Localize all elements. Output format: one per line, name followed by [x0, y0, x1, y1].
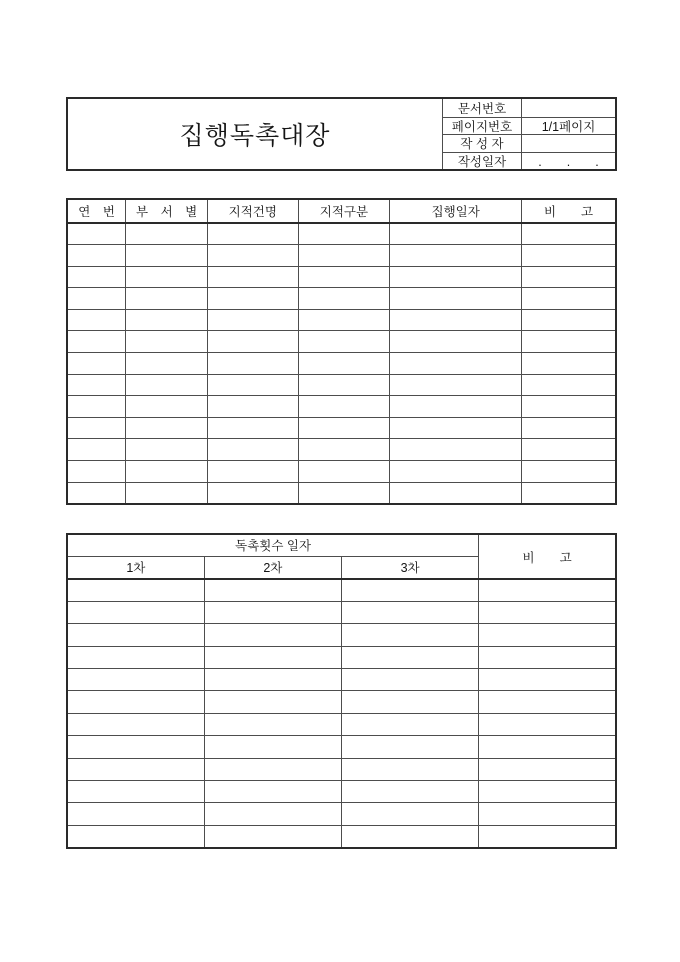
empty-cell — [390, 461, 522, 483]
empty-cell — [522, 461, 616, 483]
empty-cell — [479, 691, 616, 713]
empty-row — [67, 461, 616, 483]
empty-cell — [67, 601, 204, 623]
empty-row — [67, 266, 616, 288]
empty-cell — [522, 396, 616, 418]
empty-cell — [522, 482, 616, 504]
empty-cell — [298, 482, 390, 504]
empty-cell — [522, 439, 616, 461]
empty-row — [67, 713, 616, 735]
info-value-page-number: 1/1페이지 — [521, 117, 615, 135]
empty-cell — [479, 601, 616, 623]
empty-cell — [522, 309, 616, 331]
empty-cell — [342, 736, 479, 758]
empty-cell — [204, 803, 341, 825]
empty-cell — [298, 396, 390, 418]
empty-cell — [479, 713, 616, 735]
empty-cell — [126, 374, 208, 396]
empty-cell — [342, 713, 479, 735]
empty-cell — [67, 331, 126, 353]
empty-cell — [208, 439, 299, 461]
empty-row — [67, 396, 616, 418]
empty-cell — [390, 396, 522, 418]
column-header-department: 부 서 별 — [126, 199, 208, 223]
empty-cell — [208, 266, 299, 288]
empty-cell — [342, 646, 479, 668]
empty-cell — [204, 825, 341, 847]
form-title: 집행독촉대장 — [179, 122, 331, 150]
empty-cell — [208, 353, 299, 375]
empty-cell — [298, 223, 390, 245]
empty-cell — [126, 439, 208, 461]
empty-cell — [208, 331, 299, 353]
empty-cell — [298, 309, 390, 331]
form-header-box — [66, 97, 617, 171]
empty-cell — [298, 331, 390, 353]
empty-cell — [208, 245, 299, 267]
empty-row — [67, 223, 616, 245]
empty-row — [67, 803, 616, 825]
empty-row — [67, 579, 616, 601]
empty-cell — [126, 223, 208, 245]
reminder-table — [66, 533, 617, 849]
empty-cell — [479, 624, 616, 646]
empty-cell — [208, 288, 299, 310]
empty-cell — [522, 266, 616, 288]
empty-cell — [126, 288, 208, 310]
column-header-serial-no: 연 번 — [67, 199, 126, 223]
empty-row — [67, 288, 616, 310]
empty-cell — [126, 396, 208, 418]
empty-cell — [479, 758, 616, 780]
empty-cell — [342, 669, 479, 691]
empty-cell — [479, 646, 616, 668]
empty-cell — [67, 374, 126, 396]
empty-cell — [67, 309, 126, 331]
empty-cell — [208, 417, 299, 439]
execution-ledger-header — [67, 199, 616, 223]
empty-cell — [67, 736, 204, 758]
empty-cell — [204, 781, 341, 803]
empty-cell — [342, 579, 479, 601]
empty-cell — [522, 331, 616, 353]
empty-cell — [342, 758, 479, 780]
empty-cell — [67, 223, 126, 245]
empty-cell — [204, 713, 341, 735]
empty-cell — [390, 223, 522, 245]
column-header-3rd: 3차 — [342, 556, 479, 579]
info-value-author — [521, 134, 615, 152]
group-header-row — [67, 534, 616, 556]
empty-cell — [67, 245, 126, 267]
empty-row — [67, 331, 616, 353]
empty-cell — [204, 624, 341, 646]
info-value-write-date: . . . — [521, 152, 615, 170]
empty-cell — [298, 439, 390, 461]
empty-cell — [479, 781, 616, 803]
empty-row — [67, 309, 616, 331]
empty-cell — [67, 781, 204, 803]
empty-row — [67, 758, 616, 780]
empty-cell — [67, 288, 126, 310]
empty-cell — [126, 245, 208, 267]
column-header-issue-type: 지적구분 — [298, 199, 390, 223]
empty-cell — [67, 482, 126, 504]
reminder-table-body — [67, 579, 616, 848]
empty-cell — [298, 266, 390, 288]
empty-cell — [204, 601, 341, 623]
empty-row — [67, 374, 616, 396]
empty-cell — [67, 825, 204, 847]
empty-row — [67, 417, 616, 439]
empty-row — [67, 781, 616, 803]
info-label-write-date: 작성일자 — [443, 152, 521, 170]
empty-cell — [298, 374, 390, 396]
document-info-table — [443, 99, 615, 169]
empty-cell — [522, 288, 616, 310]
empty-cell — [522, 353, 616, 375]
empty-cell — [390, 331, 522, 353]
empty-cell — [390, 417, 522, 439]
empty-cell — [390, 245, 522, 267]
empty-cell — [204, 579, 341, 601]
empty-row — [67, 825, 616, 847]
column-header-remarks: 비 고 — [479, 534, 616, 579]
empty-cell — [342, 825, 479, 847]
empty-row — [67, 439, 616, 461]
column-header-execution-date: 집행일자 — [390, 199, 522, 223]
empty-row — [67, 646, 616, 668]
empty-cell — [67, 669, 204, 691]
empty-cell — [208, 223, 299, 245]
info-label-author: 작 성 자 — [443, 134, 521, 152]
info-label-doc-number: 문서번호 — [457, 101, 507, 116]
empty-cell — [204, 736, 341, 758]
empty-row — [67, 245, 616, 267]
empty-cell — [126, 266, 208, 288]
group-header-reminder-count-date: 독촉횟수 일자 — [67, 534, 479, 556]
empty-cell — [298, 417, 390, 439]
empty-cell — [126, 417, 208, 439]
header-row — [67, 199, 616, 223]
empty-cell — [298, 288, 390, 310]
empty-cell — [390, 353, 522, 375]
form-title-cell — [68, 99, 443, 169]
empty-row — [67, 601, 616, 623]
empty-cell — [208, 374, 299, 396]
empty-cell — [342, 601, 479, 623]
empty-cell — [342, 781, 479, 803]
empty-cell — [67, 353, 126, 375]
column-header-1st: 1차 — [67, 556, 204, 579]
info-label-page-number: 페이지번호 — [443, 117, 521, 135]
empty-cell — [67, 758, 204, 780]
empty-cell — [67, 439, 126, 461]
empty-cell — [522, 245, 616, 267]
empty-cell — [479, 736, 616, 758]
empty-cell — [479, 579, 616, 601]
empty-cell — [298, 353, 390, 375]
empty-row — [67, 482, 616, 504]
empty-cell — [390, 482, 522, 504]
empty-cell — [126, 331, 208, 353]
empty-cell — [298, 245, 390, 267]
empty-cell — [390, 374, 522, 396]
empty-cell — [204, 669, 341, 691]
empty-cell — [67, 691, 204, 713]
empty-cell — [67, 579, 204, 601]
empty-cell — [67, 396, 126, 418]
empty-row — [67, 669, 616, 691]
empty-cell — [298, 461, 390, 483]
empty-cell — [479, 825, 616, 847]
empty-cell — [390, 439, 522, 461]
empty-cell — [67, 624, 204, 646]
empty-cell — [390, 309, 522, 331]
reminder-table-header — [67, 534, 616, 579]
empty-row — [67, 624, 616, 646]
empty-cell — [126, 353, 208, 375]
empty-cell — [479, 803, 616, 825]
execution-ledger-body — [67, 223, 616, 504]
empty-cell — [342, 691, 479, 713]
column-header-issue-name: 지적건명 — [208, 199, 299, 223]
empty-cell — [522, 374, 616, 396]
empty-cell — [522, 417, 616, 439]
empty-cell — [204, 691, 341, 713]
empty-cell — [67, 646, 204, 668]
empty-cell — [208, 309, 299, 331]
empty-row — [67, 691, 616, 713]
empty-row — [67, 736, 616, 758]
column-header-2nd: 2차 — [204, 556, 341, 579]
empty-cell — [126, 309, 208, 331]
empty-cell — [390, 288, 522, 310]
empty-cell — [67, 803, 204, 825]
empty-cell — [522, 223, 616, 245]
execution-ledger-table — [66, 198, 617, 505]
empty-cell — [67, 417, 126, 439]
empty-cell — [342, 803, 479, 825]
empty-cell — [208, 396, 299, 418]
empty-cell — [342, 624, 479, 646]
empty-cell — [67, 461, 126, 483]
info-value-doc-number — [521, 99, 615, 117]
empty-cell — [126, 482, 208, 504]
empty-cell — [126, 461, 208, 483]
empty-cell — [208, 482, 299, 504]
empty-cell — [208, 461, 299, 483]
empty-cell — [479, 669, 616, 691]
empty-cell — [204, 646, 341, 668]
empty-cell — [204, 758, 341, 780]
empty-cell — [67, 713, 204, 735]
empty-cell — [390, 266, 522, 288]
empty-cell — [67, 266, 126, 288]
empty-row — [67, 353, 616, 375]
column-header-remarks: 비 고 — [522, 199, 616, 223]
